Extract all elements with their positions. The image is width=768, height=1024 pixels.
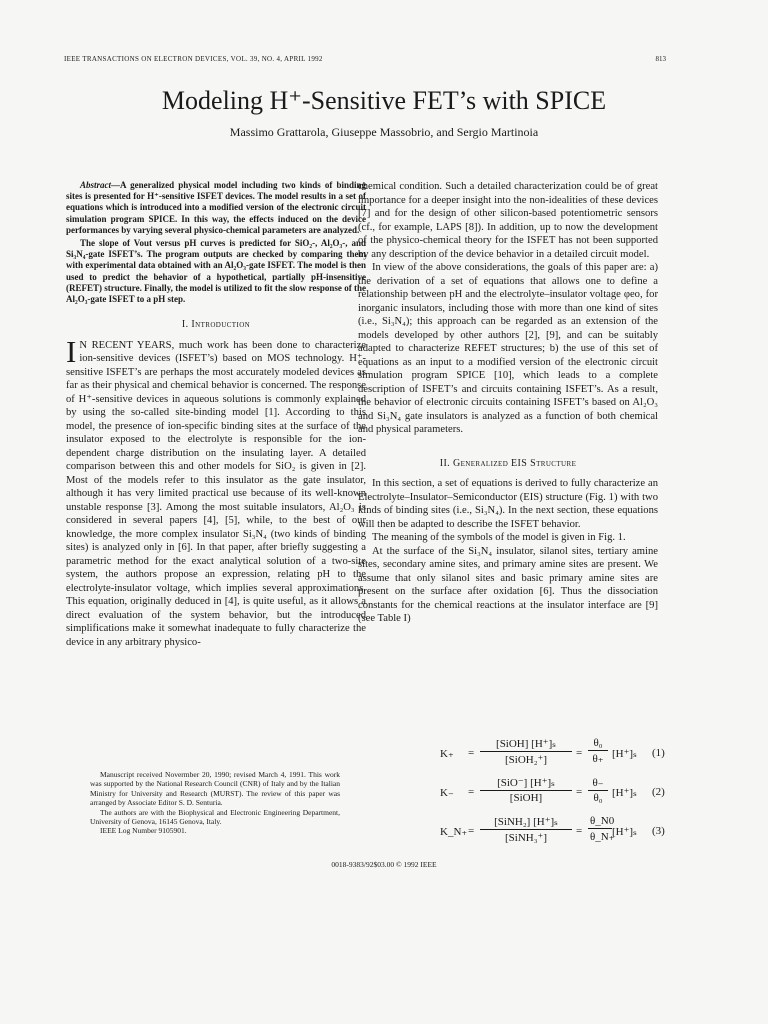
equation-h-term: [H⁺]ₛ xyxy=(612,748,637,760)
author-list: Massimo Grattarola, Giuseppe Massobrio, and Sergio Martinoia xyxy=(229,125,539,139)
equation-fraction: θ₀ θ₊ xyxy=(588,737,608,765)
left-column xyxy=(66,180,366,649)
abstract-paragraph-1 xyxy=(66,180,366,236)
eis-paragraph-2: The meaning of the symbols of the model is given in Fig. 1. xyxy=(372,532,626,543)
intro-text: N RECENT YEARS, much work has been done to characterize ion-sensitive devices (ISFET’s) based on MOS technology. H⁺-sensitive ISFET’s are perhaps the most accurately modeled devices as far as their physical and chemical behavior is concerned. The response of H⁺-sensitive devices in aqueous solutions is commonly explained by using the so-called site-binding model [1]. According to this model, the presence of ion-specific binding sites at the surface of the insulator exposed to the electrolyte is responsible for the ion-dependent charge distribution on the insulating layer. A detailed comparison between this and other models for SiO₂ is given in [2]. Most of the models refer to this insulator as the gate insulator, although it has very limited practical use because of its well-known unstable response [3]. Among the most suitable insulators, Al₂O₃ is considered in several papers [4], [5], while, to the best of our knowledge, the more complex insulator Si₃N₄ (two kinds of binding sites) is analyzed only in [6]. In that paper, after briefly suggesting a parametric method for the exact analytical solution of a two-site system, the authors propose an expression, relating pH to the electrolyte-insulator voltage, which implies several approximations. This equation, originally deduced in [4], is quite useful, as it allows a direct evaluation of the system behavior, but the introduced simplifications make it somewhat inadequate to fully characterize the device in any arbitrary physico- xyxy=(66,339,366,648)
equation-h-term: [H⁺]ₛ xyxy=(612,787,637,799)
drop-cap: I xyxy=(66,333,77,369)
section-heading-introduction: I. Introduction xyxy=(181,319,251,331)
paper-title: Modeling H⁺-Sensitive FET’s with SPICE xyxy=(161,86,607,115)
equation-fraction: [SiO⁻] [H⁺]ₛ [SiOH] xyxy=(480,776,572,804)
equation-2: K₋ = [SiO⁻] [H⁺]ₛ [SiOH] = θ₋ θ₀ [H⁺]ₛ (2) xyxy=(440,777,665,804)
section-heading-eis: II. Generalized EIS Structure xyxy=(439,457,577,469)
footnote-log-number: IEEE Log Number 9105901. xyxy=(100,826,187,836)
right-column xyxy=(358,180,658,626)
equation-fraction: [SiOH] [H⁺]ₛ [SiOH₂⁺] xyxy=(480,737,572,766)
page-number: 813 xyxy=(655,55,666,63)
equation-h-term: [H⁺]ₛ xyxy=(612,826,637,838)
footnote xyxy=(90,770,340,836)
footnote-affiliation: The authors are with the Biophysical and Electronic Engineering Department, University of Genova, 16145 Genova, Italy. xyxy=(90,807,340,827)
equation-lhs: K₋ xyxy=(440,787,454,799)
abstract-lead: Abstract xyxy=(80,180,112,190)
footnote-manuscript: Manuscript received Novermber 20, 1990; revised March 4, 1991. This work was supported by the National Research Council (CNR) of Italy and by the Italian Ministry for University and Research (MURST). The review of this paper was arranged by Associate Editor S. D. Senturia. xyxy=(90,770,340,808)
eis-paragraph-1: In this section, a set of equations is derived to fully characterize an Electrolyte–Insulator–Semiconductor (EIS) structure (Fig. 1) with two kinds of binding sites (i.e., Si₃N₄). In the next section, these equations will then be adapted to describe the ISFET behavior. xyxy=(358,478,658,530)
equation-1: K₊ = [SiOH] [H⁺]ₛ [SiOH₂⁺] = θ₀ θ₊ [H⁺]ₛ (1) xyxy=(440,737,665,766)
eis-paragraph-3: At the surface of the Si₃N₄ insulator, silanol sites, tertiary amine sites, secondary amine sites, and primary amine sites are present. We assume that only silanol sites and basic primary amine sites are present on the surface after oxidation [6]. Thus the dissociation constants for the chemical reactions at the insulator interface are [9] (see Table I) xyxy=(358,545,658,624)
equation-number: (2) xyxy=(652,786,665,798)
equation-lhs: K_N₊ xyxy=(440,826,468,838)
abstract-paragraph-2: The slope of Vout versus pH curves is predicted for SiO₂-, Al₂O₃-, and Si₃N₄-gate ISFET’s. The program outputs are checked by comparing them with experimental data obtained with an Al₂O₃-gate ISFET. The model is then used to predict the behavior of a hypothetical, partially pH-insensitive (REFET) structure. Finally, the model is utilized to fit the slow response of the Al₂O₃-gate ISFET to a pH step. xyxy=(66,238,366,305)
equation-fraction: θ_N0 θ_N₊ xyxy=(590,815,615,843)
intro-paragraph xyxy=(66,333,366,650)
running-head: IEEE TRANSACTIONS ON ELECTRON DEVICES, VOL. 39, NO. 4, APRIL 1992 xyxy=(64,55,323,63)
abstract-text-1: —A generalized physical model including two kinds of binding sites is presented for H⁺-sensitive ISFET devices. The model results in a set of equations which is introduced into a modified version of the electronic circuit simulation program SPICE. In this way, the effects induced on the device performances by varying several physico-chemical parameters are analyzed. xyxy=(66,180,366,235)
equation-fraction: [SiNH₂] [H⁺]ₛ [SiNH₃⁺] xyxy=(480,815,572,844)
goals-paragraph: In view of the above considerations, the goals of this paper are: a) the derivation of a set of equations that allows one to define a relationship between pH and the electrolyte–insulator voltage φeo, for inorganic insulators, including those with more than one kind of sites (i.e., Si₃N₄); this approach can be regarded as an extension of the models developed by other authors [2], [9], and can be suitably adapted to characterize REFET structures; b) the use of this set of equations as an input to a modified version of the electronic circuit simulation program SPICE [10], which leads to a complete description of ISFET’s and circuits containing ISFET’s. As a result, the behavior of electronic circuits containing ISFET’s based on Al₂O₃ and Si₃N₄ gate insulators is analyzed as a function of both chemical and physical parameters. xyxy=(358,262,658,435)
equation-number: (3) xyxy=(652,825,665,837)
equation-3: K_N₊ = [SiNH₂] [H⁺]ₛ [SiNH₃⁺] = θ_N0 θ_N₊ [H⁺]ₛ (3) xyxy=(440,815,665,844)
intro-continuation: chemical condition. Such a detailed characterization could be of great importance for a deeper insight into the non-idealities of these devices [7] and for the design of other silicon-based potentiometric sensors (cf., for example, LAPS [8]). In addition, up to now the development of the physico-chemical theory for the ISFET has not been supported by any description of the device behavior in a detailed circuit model. xyxy=(358,181,658,260)
equation-number: (1) xyxy=(652,747,665,759)
equation-lhs: K₊ xyxy=(440,748,454,760)
copyright-line: 0018-9383/92$03.00 © 1992 IEEE xyxy=(331,860,437,869)
equation-fraction: θ₋ θ₀ xyxy=(588,776,608,804)
